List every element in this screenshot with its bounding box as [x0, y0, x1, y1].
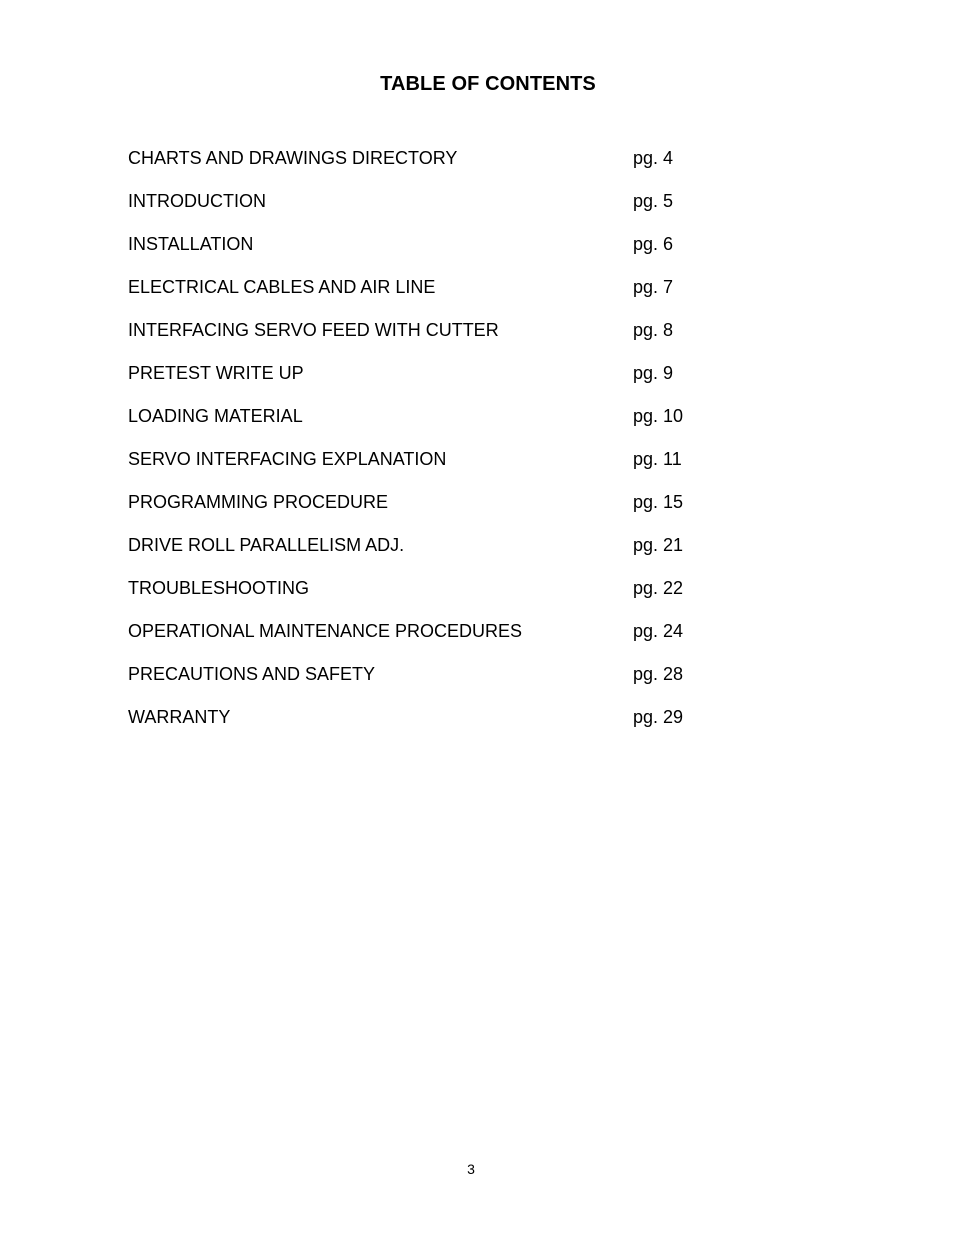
- toc-entry-page: pg. 15: [633, 492, 684, 512]
- toc-entry-charts-and-drawings-directory: [128, 146, 768, 189]
- toc-entry-label: INTRODUCTION: [128, 191, 266, 211]
- toc-entry-electrical-cables-and-air-line: [128, 275, 768, 318]
- toc-entry-label: INTERFACING SERVO FEED WITH CUTTER: [128, 320, 499, 340]
- page-number: 3: [467, 1161, 475, 1177]
- toc-entry-label: OPERATIONAL MAINTENANCE PROCEDURES: [128, 621, 523, 641]
- toc-entry-precautions-and-safety: [128, 662, 768, 705]
- toc-entry-page: pg. 10: [633, 406, 684, 426]
- toc-entry-page: pg. 11: [633, 449, 682, 469]
- toc-entry-troubleshooting: [128, 576, 768, 619]
- toc-entry-servo-interfacing-explanation: [128, 447, 768, 490]
- toc-entry-label: DRIVE ROLL PARALLELISM ADJ.: [128, 535, 405, 555]
- toc-entry-page: pg. 4: [633, 148, 674, 168]
- toc-entry-page: pg. 7: [633, 277, 674, 297]
- toc-entry-interfacing-servo-feed-with-cutter: [128, 318, 768, 361]
- toc-entry-page: pg. 6: [633, 234, 674, 254]
- toc-entry-page: pg. 21: [633, 535, 684, 555]
- toc-entry-introduction: [128, 189, 768, 232]
- toc-entry-label: LOADING MATERIAL: [128, 406, 303, 426]
- toc-entry-page: pg. 8: [633, 320, 674, 340]
- toc-entry-page: pg. 28: [633, 664, 684, 684]
- toc-entry-programming-procedure: [128, 490, 768, 533]
- toc-entry-label: ELECTRICAL CABLES AND AIR LINE: [128, 277, 436, 297]
- toc-entry-page: pg. 29: [633, 707, 684, 727]
- toc-entry-drive-roll-parallelism-adj: [128, 533, 768, 576]
- toc-entry-label: PRECAUTIONS AND SAFETY: [128, 664, 376, 684]
- toc-entry-warranty: [128, 705, 768, 748]
- table-of-contents: [128, 146, 768, 748]
- toc-entry-page: pg. 5: [633, 191, 674, 211]
- toc-entry-label: PROGRAMMING PROCEDURE: [128, 492, 389, 512]
- toc-entry-label: SERVO INTERFACING EXPLANATION: [128, 449, 447, 469]
- toc-entry-page: pg. 22: [633, 578, 684, 598]
- toc-entry-label: TROUBLESHOOTING: [128, 578, 310, 598]
- toc-entry-page: pg. 9: [633, 363, 674, 383]
- toc-entry-label: INSTALLATION: [128, 234, 254, 254]
- toc-entry-installation: [128, 232, 768, 275]
- toc-entry-label: PRETEST WRITE UP: [128, 363, 304, 383]
- toc-entry-label: CHARTS AND DRAWINGS DIRECTORY: [128, 148, 458, 168]
- toc-entry-page: pg. 24: [633, 621, 684, 641]
- toc-entry-operational-maintenance-procedures: [128, 619, 768, 662]
- toc-entry-loading-material: [128, 404, 768, 447]
- page-title: TABLE OF CONTENTS: [380, 73, 596, 95]
- toc-entry-label: WARRANTY: [128, 707, 231, 727]
- toc-entry-pretest-write-up: [128, 361, 768, 404]
